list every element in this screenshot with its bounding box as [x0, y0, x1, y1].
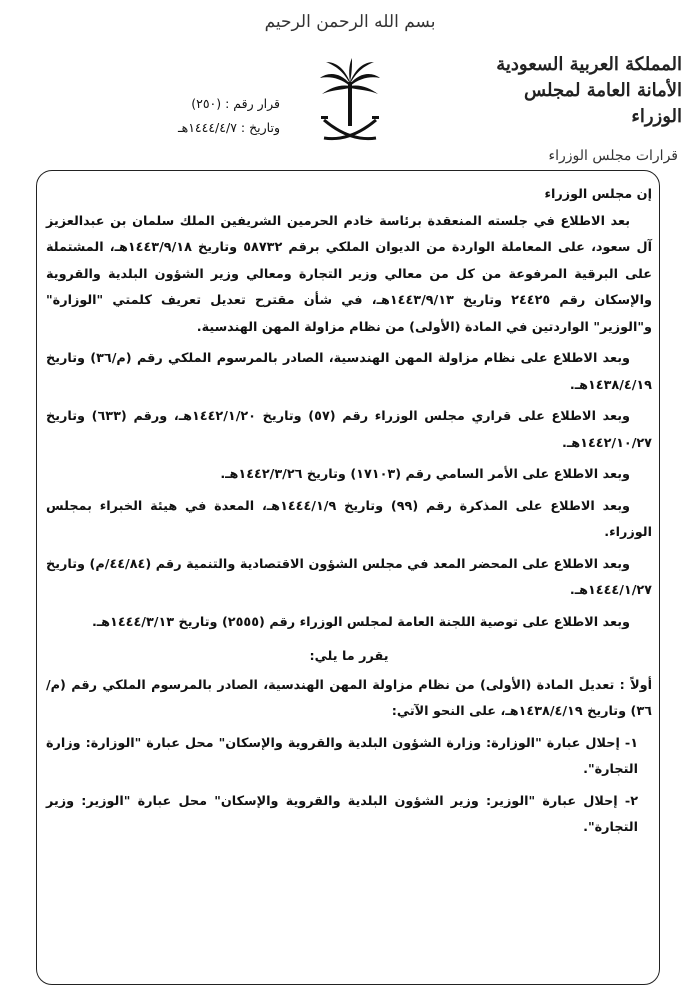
paragraph-1: بعد الاطلاع في جلسته المنعقدة برئاسة خادم الحرمين الشريفين الملك سلمان بن عبدالعزيز آل سعود، على المعاملة الواردة من الديوان الملكي برقم ٥٨٧٣٢ وتاريخ ١٤٤٣/٩/١٨هـ، المشتملة على البرقية المرفوعة من كل من معالي وزير التجارة ومعالي وزير الشؤون البلدية والقروية والإسكان رقم ٢٤٤٢٥ وتاريخ ١٤٤٣/٩/١٣هـ، في شأن مقترح تعديل تعريف كلمتي "الوزارة" و"الوزير" الواردتين في المادة (الأولى) من نظام مزاولة المهن الهندسية. — [46, 213, 652, 335]
decision-body — [46, 182, 652, 847]
letterhead — [472, 52, 682, 130]
decision-date: وتاريخ : ١٤٤٤/٤/٧هـ — [177, 120, 280, 135]
intro-line: إن مجلس الوزراء — [544, 187, 652, 202]
paragraph-2: وبعد الاطلاع على نظام مزاولة المهن الهندسية، الصادر بالمرسوم الملكي رقم (م/٣٦) وتاريخ ١٤٣٨/٤/١٩هـ. — [46, 351, 652, 393]
paragraph-4: وبعد الاطلاع على الأمر السامي رقم (١٧١٠٣) وتاريخ ١٤٤٢/٣/٢٦هـ. — [220, 467, 630, 482]
secretariat-name: الأمانة العامة لمجلس الوزراء — [524, 80, 682, 127]
paragraph-7: وبعد الاطلاع على توصية اللجنة العامة لمجلس الوزراء رقم (٢٥٥٥) وتاريخ ١٤٤٤/٣/١٣هـ. — [91, 614, 630, 630]
kingdom-name: المملكة العربية السعودية — [496, 54, 682, 75]
paragraph-5: وبعد الاطلاع على المذكرة رقم (٩٩) وتاريخ ١٤٤٤/١/٩هـ، المعدة في هيئة الخبراء بمجلس الوزراء. — [46, 498, 652, 540]
first-item: أولاً : تعديل المادة (الأولى) من نظام مزاولة المهن الهندسية، الصادر بالمرسوم الملكي رقم (م/٣٦) وتاريخ ١٤٣٨/٤/١٩هـ، على النحو الآتي: — [46, 677, 652, 719]
decision-number: قرار رقم : (٢٥٠) — [191, 96, 280, 111]
sub-item-1: ١- إحلال عبارة "الوزارة: وزارة الشؤون البلدية والقروية والإسكان" محل عبارة "الوزارة: وزارة التجارة". — [46, 735, 638, 777]
sub-item-2: ٢- إحلال عبارة "الوزير: وزير الشؤون البلدية والقروية والإسكان" محل عبارة "الوزير: وزير التجارة". — [46, 793, 638, 835]
basmala: بسم الله الرحمن الرحيم — [264, 12, 436, 32]
decision-meta — [60, 92, 280, 140]
council-decisions-header: قرارات مجلس الوزراء — [548, 148, 678, 164]
decides-heading: يقرر ما يلي: — [309, 649, 389, 664]
paragraph-6: وبعد الاطلاع على المحضر المعد في مجلس الشؤون الاقتصادية والتنمية رقم (٤٤/٨٤/م) وتاريخ ١٤٤٤/١/٢٧هـ. — [46, 556, 652, 598]
paragraph-3: وبعد الاطلاع على قراري مجلس الوزراء رقم (٥٧) وتاريخ ١٤٤٢/١/٢٠هـ، ورقم (٦٣٣) وتاريخ ١٤٤٢/١٠/٢٧هـ. — [46, 409, 652, 451]
palm-swords-emblem-icon — [318, 58, 382, 146]
